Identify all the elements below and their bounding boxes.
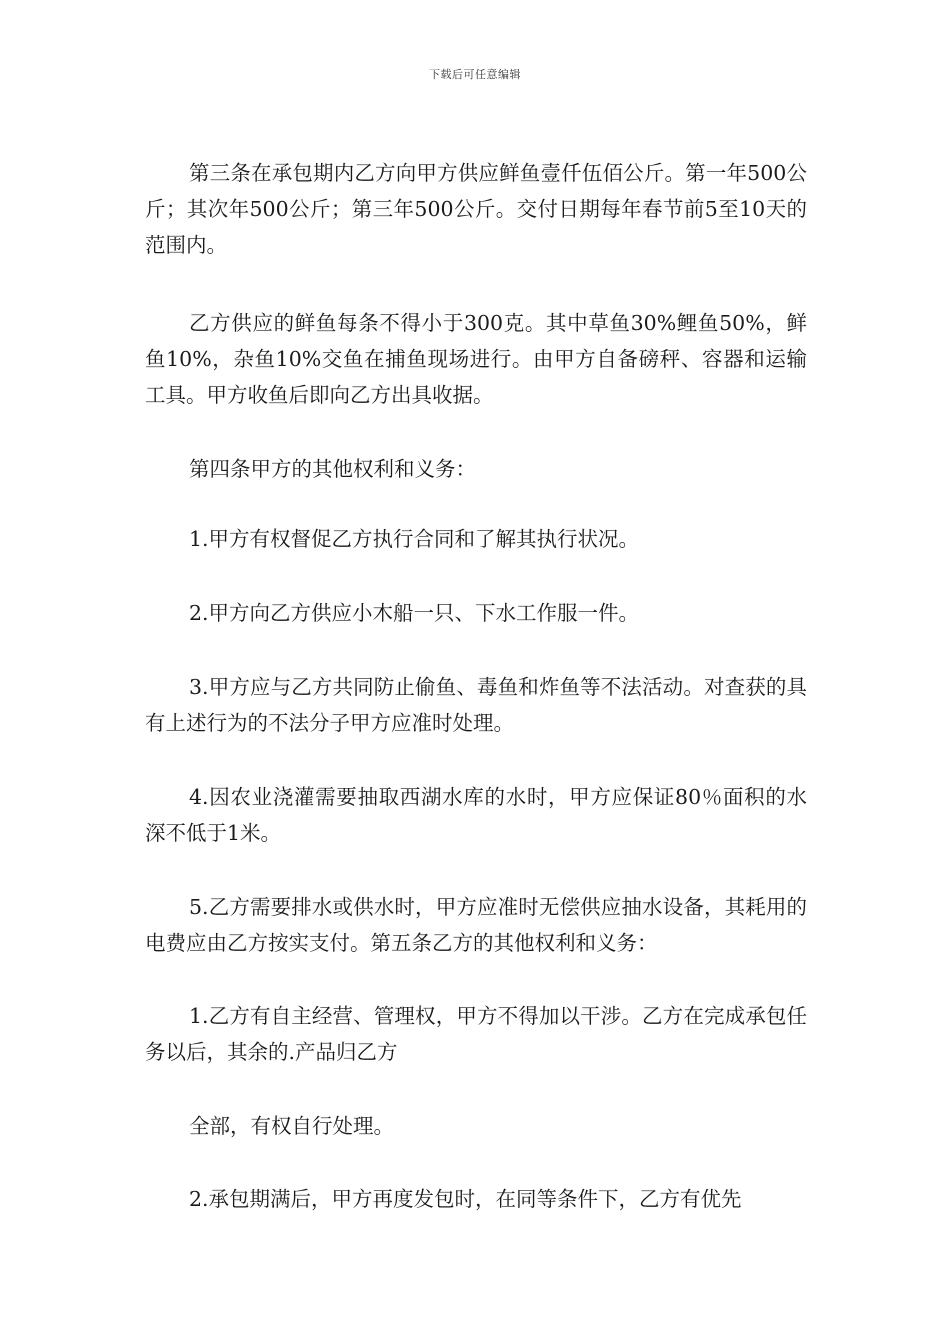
page-header: 下载后可任意编辑	[429, 68, 521, 81]
paragraph-item-5: 5.乙方需要排水或供水时，甲方应准时无偿供应抽水设备，其耗用的电费应由乙方按实支付。第五条乙方的其他权利和义务：	[145, 895, 807, 955]
paragraph-item-3: 3.甲方应与乙方共同防止偷鱼、毒鱼和炸鱼等不法活动。对查获的具有上述行为的不法分子甲方应准时处理。	[145, 675, 807, 735]
paragraph-item-2: 2.甲方向乙方供应小木船一只、下水工作服一件。	[189, 601, 640, 625]
paragraph-article-3: 第三条在承包期内乙方向甲方供应鲜鱼壹仟伍佰公斤。第一年500公斤；其次年500公斤；第三年500公斤。交付日期每年春节前5至10天的范围内。	[145, 161, 807, 257]
paragraph-party-b-item-1: 1.乙方有自主经营、管理权，甲方不得加以干涉。乙方在完成承包任务以后，其余的.产品归乙方	[145, 1004, 807, 1064]
paragraph-item-1: 1.甲方有权督促乙方执行合同和了解其执行状况。	[189, 527, 640, 551]
paragraph-article-4-heading: 第四条甲方的其他权利和义务：	[189, 457, 476, 481]
paragraph-fish-supply: 乙方供应的鲜鱼每条不得小于300克。其中草鱼30%鲤鱼50%，鲜鱼10%，杂鱼10%交鱼在捕鱼现场进行。由甲方自备磅秤、容器和运输工具。甲方收鱼后即向乙方出具收据。	[145, 311, 807, 407]
paragraph-party-b-item-2: 2.承包期满后，甲方再度发包时，在同等条件下，乙方有优先	[189, 1187, 742, 1211]
paragraph-item-4: 4.因农业浇灌需要抽取西湖水库的水时，甲方应保证80％面积的水深不低于1米。	[145, 785, 807, 845]
paragraph-continuation: 全部，有权自行处理。	[189, 1114, 394, 1138]
